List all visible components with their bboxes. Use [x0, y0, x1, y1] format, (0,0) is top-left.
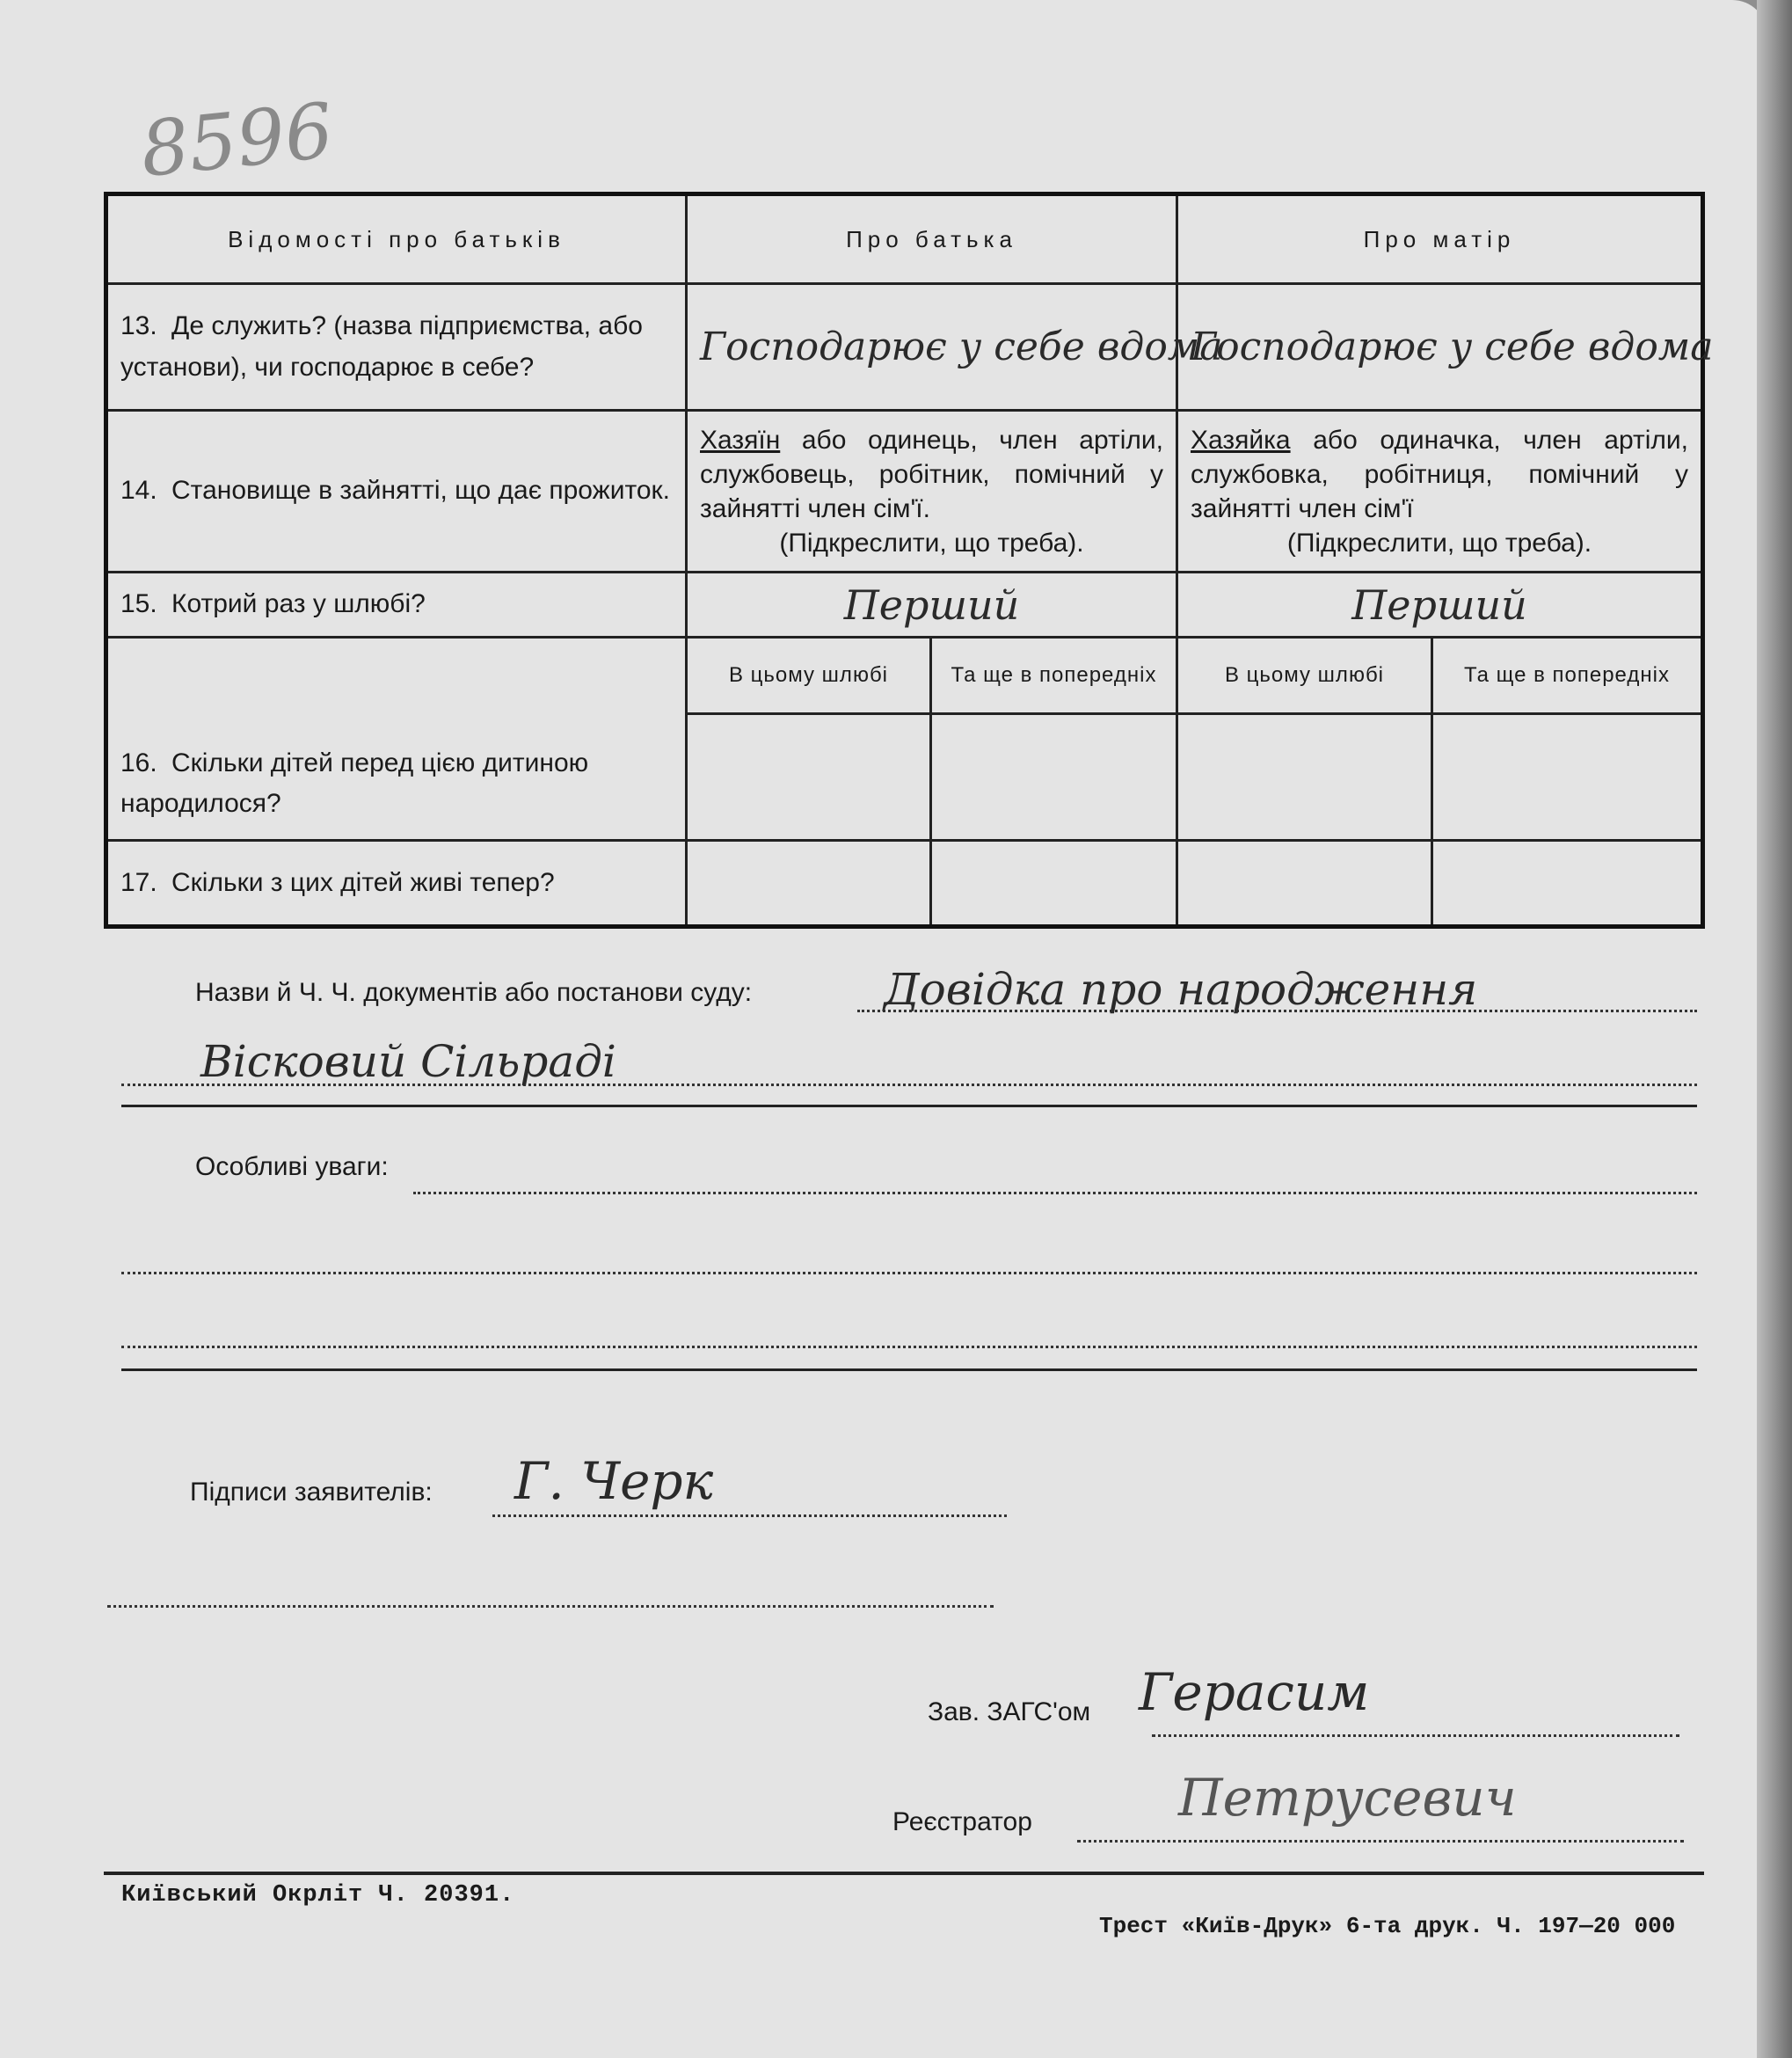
documents-value-2: Вісковий Сільраді — [200, 1036, 616, 1087]
q15-number: 15. — [120, 589, 157, 619]
archive-number: 8596 — [136, 86, 338, 195]
q14-father-options — [687, 410, 1177, 572]
q17-question — [106, 840, 687, 926]
q14-text: Становище в зайнятті, що дає прожиток. — [171, 476, 671, 506]
q16-mother-this-marriage: В цьому шлюбі — [1177, 638, 1432, 714]
row-q14 — [106, 410, 1703, 572]
q14-father-options-text: або одинець, член артіли, службовець, робітник, помічний у зайнятті член сім'ї. — [700, 425, 1163, 523]
q16-father-prev-cell — [931, 714, 1177, 840]
table-header-row — [106, 194, 1703, 284]
registry-head-label: Зав. ЗАГС'ом — [928, 1697, 1091, 1726]
q17-number: 17. — [120, 867, 157, 897]
q17-father-prev-cell — [931, 840, 1177, 926]
registrar-signature: Петрусевич — [1178, 1768, 1517, 1828]
q13-number: 13. — [120, 311, 157, 341]
registry-head-line — [1152, 1734, 1679, 1737]
q14-mother-options-text: або одиначка, член артіли, службовка, робітниця, помічний у зайнятті член сім'ї — [1191, 425, 1688, 523]
header-father: Про батька — [687, 194, 1177, 284]
q16-mother-prev-cell — [1432, 714, 1703, 840]
q16-father-this-marriage: В цьому шлюбі — [687, 638, 931, 714]
q16-father-previous: Та ще в попередніх — [931, 638, 1177, 714]
remarks-label: Особливі уваги: — [195, 1152, 389, 1181]
parents-info-table — [104, 192, 1714, 929]
row-q16-subheader — [106, 638, 1703, 714]
q15-text: Котрий раз у шлюбі? — [171, 589, 426, 619]
footer-right-imprint: Трест «Київ-Друк» 6-та друк. Ч. 197—20 000 — [1099, 1913, 1676, 1939]
q14-mother-underlined: Хазяйка — [1191, 425, 1291, 455]
q14-father-underlined: Хазяїн — [700, 425, 781, 455]
row-q15 — [106, 573, 1703, 638]
documents-label: Назви й Ч. Ч. документів або постанови суду: — [195, 978, 753, 1007]
header-parents-info: Відомості про батьків — [106, 194, 687, 284]
q17-mother-prev-cell — [1432, 840, 1703, 926]
q16-text: Скільки дітей перед цією дитиною народилося? — [120, 748, 589, 819]
q14-mother-note: (Підкреслити, що треба). — [1286, 528, 1592, 558]
remarks-divider — [121, 1368, 1697, 1371]
remarks-line-1 — [413, 1192, 1697, 1194]
q13-father-answer: Господарює у себе вдома — [687, 284, 1177, 410]
q14-mother-options — [1177, 410, 1703, 572]
q17-text: Скільки з цих дітей живі тепер? — [171, 867, 555, 897]
q15-mother-answer: Перший — [1177, 573, 1703, 638]
registry-head-signature: Герасим — [1139, 1662, 1370, 1722]
q14-question — [106, 410, 687, 572]
q15-question — [106, 573, 687, 638]
row-q17 — [106, 840, 1703, 926]
applicant-line — [492, 1514, 1007, 1517]
row-q13 — [106, 284, 1703, 410]
applicant-label: Підписи заявителів: — [190, 1478, 433, 1507]
q13-text: Де служить? (назва підприємства, або установи), чи господарює в себе? — [120, 311, 643, 382]
documents-value-1: Довідка про народження — [884, 964, 1478, 1015]
registrar-line — [1077, 1840, 1684, 1843]
q13-question — [106, 284, 687, 410]
header-mother: Про матір — [1177, 194, 1703, 284]
registrar-label: Реєстратор — [892, 1807, 1032, 1836]
applicant-line-2 — [107, 1605, 994, 1608]
q16-mother-previous: Та ще в попередніх — [1432, 638, 1703, 714]
q14-number: 14. — [120, 476, 157, 506]
q13-mother-answer: Господарює у себе вдома — [1177, 284, 1703, 410]
remarks-line-3 — [121, 1346, 1697, 1348]
documents-divider — [121, 1105, 1697, 1107]
page-edge-shadow — [1757, 0, 1792, 2058]
q17-mother-this-cell — [1177, 840, 1432, 926]
applicant-signature: Г. Черк — [514, 1451, 714, 1511]
footer-divider — [104, 1872, 1704, 1875]
remarks-line-2 — [121, 1272, 1697, 1274]
q16-number: 16. — [120, 748, 157, 777]
q15-father-answer: Перший — [687, 573, 1177, 638]
q17-father-this-cell — [687, 840, 931, 926]
q16-mother-this-cell — [1177, 714, 1432, 840]
q16-question — [106, 638, 687, 841]
footer-left-imprint: Київський Окрліт Ч. 20391. — [121, 1882, 515, 1908]
q14-father-note: (Підкреслити, що треба). — [779, 528, 1084, 558]
q16-father-this-cell — [687, 714, 931, 840]
